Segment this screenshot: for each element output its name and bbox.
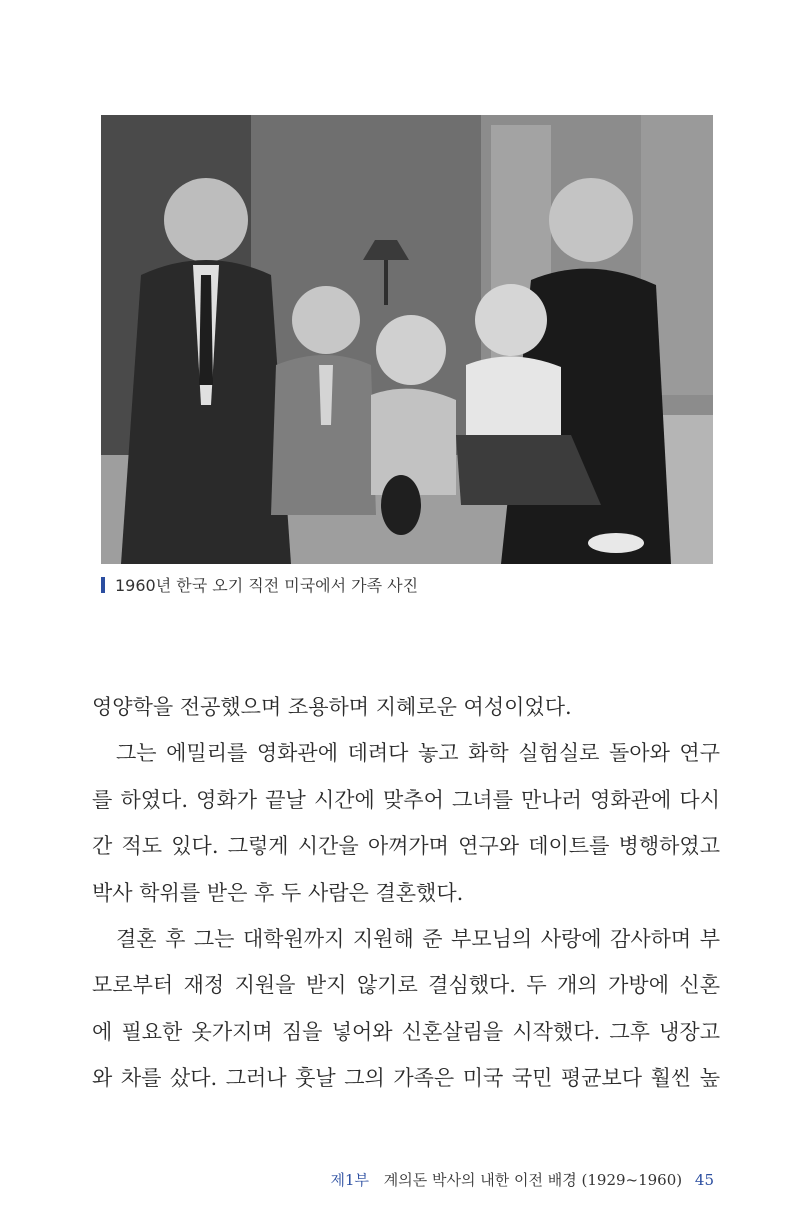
page-number: 45 (694, 1171, 714, 1189)
body-line: 에 필요한 옷가지며 짐을 넣어와 신혼살림을 시작했다. 그후 냉장고 (92, 1019, 720, 1044)
page-footer (330, 1169, 714, 1190)
family-photo-illustration (101, 115, 713, 564)
body-line: 결혼 후 그는 대학원까지 지원해 준 부모님의 사랑에 감사하며 부 (116, 926, 720, 951)
body-line: 모로부터 재정 지원을 받지 않기로 결심했다. 두 개의 가방에 신혼 (92, 973, 720, 998)
caption-text: 1960년 한국 오기 직전 미국에서 가족 사진 (115, 576, 419, 595)
footer-chapter: 계의돈 박사의 내한 이전 배경 (1929~1960) (383, 1171, 683, 1189)
body-line: 간 적도 있다. 그렇게 시간을 아껴가며 연구와 데이트를 병행하였고 (92, 834, 720, 859)
body-line: 박사 학위를 받은 후 두 사람은 결혼했다. (92, 880, 464, 905)
body-line: 와 차를 샀다. 그러나 훗날 그의 가족은 미국 국민 평균보다 훨씬 높 (92, 1066, 720, 1091)
body-text (92, 684, 720, 1102)
family-photo (101, 115, 713, 564)
photo-caption (101, 573, 418, 596)
footer-part: 제1부 (330, 1171, 369, 1189)
body-line: 를 하였다. 영화가 끝날 시간에 맞추어 그녀를 만나러 영화관에 다시 (92, 787, 720, 812)
caption-marker (101, 577, 105, 593)
body-line: 영양학을 전공했으며 조용하며 지혜로운 여성이었다. (92, 695, 572, 719)
body-line: 그는 에밀리를 영화관에 데려다 놓고 화학 실험실로 돌아와 연구 (116, 741, 720, 766)
